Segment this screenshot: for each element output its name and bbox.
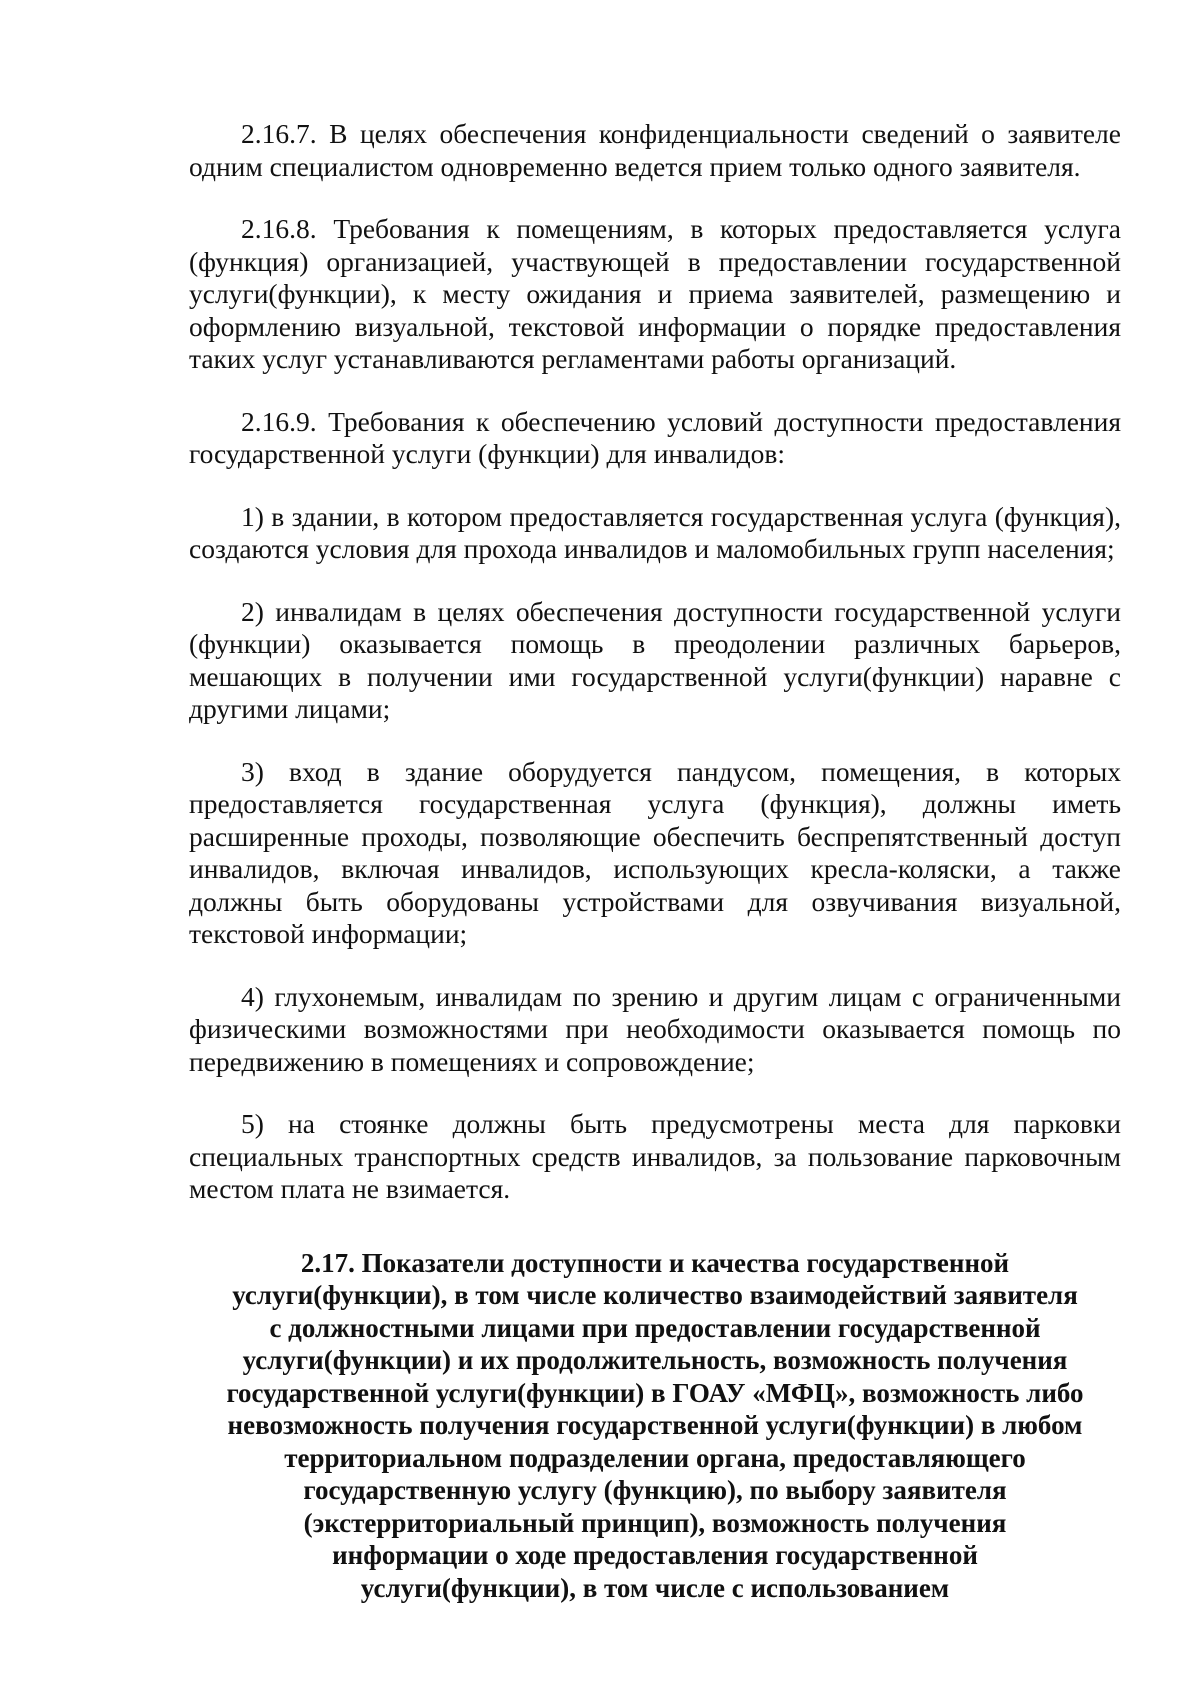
heading-line: услуги(функции), в том числе количество взаимодействий заявителя <box>232 1280 1078 1310</box>
heading-line: с должностными лицами при предоставлении государственной <box>269 1312 1041 1343</box>
list-item-1: 1) в здании, в котором предоставляется государственная услуга (функция), создаются условия для прохода инвалидов и маломобильных групп населения; <box>189 500 1121 564</box>
paragraph-2-16-8: 2.16.8. Требования к помещениям, в которых предоставляется услуга (функция) организацией, участвующей в предоставлении государственной услуги(функции), к месту ожидания и приема заявителей, размещению и оформлению визуальной, текстовой информации о порядке предоставления таких услуг устанавливаются регламентами работы организаций. <box>189 213 1121 374</box>
heading-line: территориальном подразделении органа, предоставляющего <box>284 1442 1026 1473</box>
heading-line: услуги(функции), в том числе с использованием <box>360 1572 950 1603</box>
heading-line: государственную услугу (функцию), по выбору заявителя <box>303 1475 1007 1505</box>
paragraph-2-16-7: 2.16.7. В целях обеспечения конфиденциальности сведений о заявителе одним специалистом одновременно ведется прием только одного заявителя. <box>189 118 1121 182</box>
document-body <box>189 118 1121 1604</box>
paragraph-2-16-9: 2.16.9. Требования к обеспечению условий доступности предоставления государственной услуги (функции) для инвалидов: <box>189 405 1121 469</box>
heading-line: государственной услуги(функции) в ГОАУ «МФЦ», возможность либо <box>226 1377 1084 1408</box>
heading-line: 2.17. Показатели доступности и качества государственной <box>300 1247 1010 1278</box>
list-item-4: 4) глухонемым, инвалидам по зрению и другим лицам с ограниченными физическими возможностями при необходимости оказывается помощь по передвижению в помещениях и сопровождение; <box>189 980 1121 1077</box>
heading-line: невозможность получения государственной услуги(функции) в любом <box>227 1410 1083 1440</box>
list-item-3: 3) вход в здание оборудуется пандусом, помещения, в которых предоставляется государственная услуга (функция), должны иметь расширенные проходы, позволяющие обеспечить беспрепятственный доступ инвалидов, включая инвалидов, использующих кресла-коляски, а также должны быть оборудованы устройствами для озвучивания визуальной, текстовой информации; <box>189 755 1121 949</box>
section-heading-2-17 <box>189 1247 1121 1605</box>
list-item-2: 2) инвалидам в целях обеспечения доступности государственной услуги (функции) оказывается помощь в преодолении различных барьеров, мешающих в получении ими государственной услуги(функции) наравне с другими лицами; <box>189 595 1121 724</box>
heading-line: услуги(функции) и их продолжительность, возможность получения <box>242 1345 1068 1375</box>
heading-line: информации о ходе предоставления государственной <box>332 1540 978 1570</box>
heading-line: (экстерриториальный принцип), возможность получения <box>303 1507 1007 1538</box>
list-item-5: 5) на стоянке должны быть предусмотрены места для парковки специальных транспортных средств инвалидов, за пользование парковочным местом плата не взимается. <box>189 1108 1121 1204</box>
